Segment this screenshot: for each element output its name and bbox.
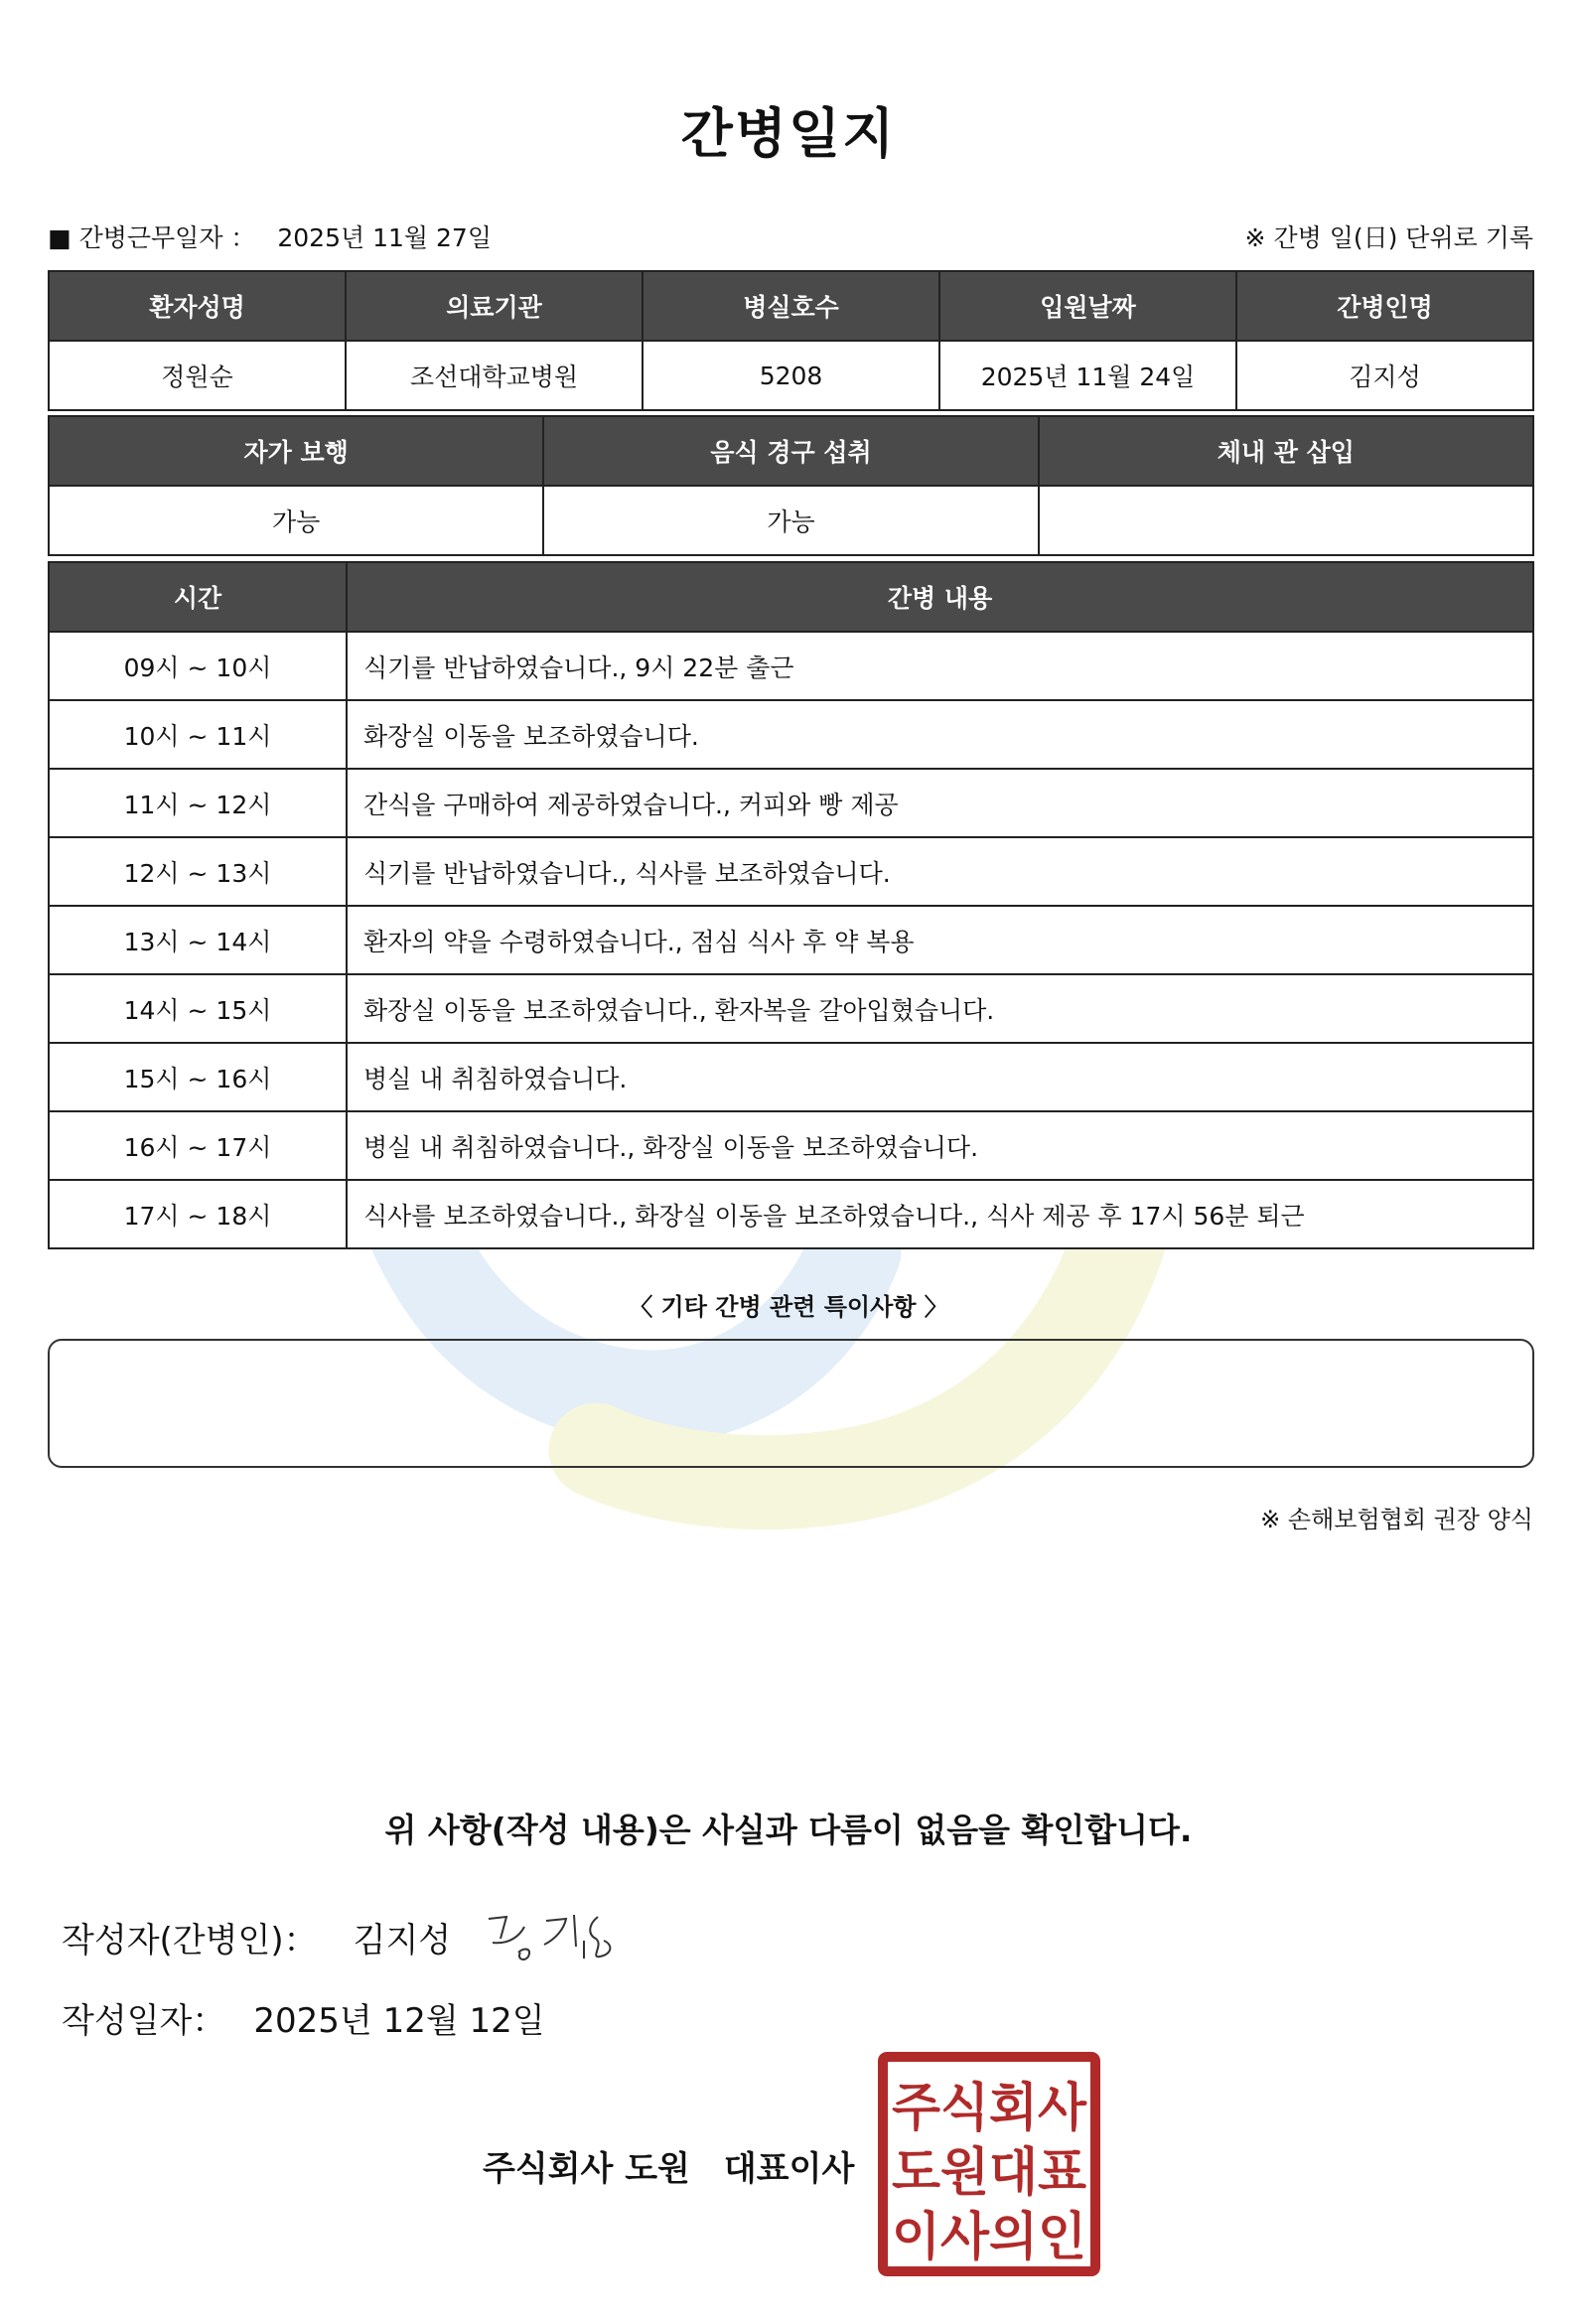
seal-line-2: 도원대표 bbox=[892, 2143, 1086, 2203]
table-row bbox=[49, 632, 1533, 700]
work-date-label: ■ 간병근무일자 ： bbox=[48, 223, 256, 252]
company-representative: 대표이사 bbox=[723, 2149, 855, 2189]
header-admission-date: 입원날짜 bbox=[939, 271, 1236, 341]
content-cell: 환자의 약을 수령하였습니다., 점심 식사 후 약 복용 bbox=[347, 906, 1533, 974]
author-name: 김지성 bbox=[353, 1921, 452, 1961]
care-content-table bbox=[48, 561, 1534, 1249]
remarks-title: 〈 기타 간병 관련 특이사항 〉 bbox=[629, 1293, 948, 1321]
company-name: 주식회사 도원 bbox=[483, 2149, 690, 2189]
author-line bbox=[62, 1913, 451, 1961]
table-row bbox=[49, 837, 1533, 906]
form-note: ※ 손해보험협회 권장 양식 bbox=[1260, 1506, 1533, 1533]
header-oral-intake: 음식 경구 섭취 bbox=[543, 416, 1038, 486]
table-row bbox=[49, 974, 1533, 1043]
header-room-number: 병실호수 bbox=[643, 271, 939, 341]
work-date-value: 2025년 11월 27일 bbox=[277, 223, 492, 252]
header-time: 시간 bbox=[49, 562, 347, 632]
header-care-content: 간병 내용 bbox=[347, 562, 1533, 632]
content-cell: 병실 내 취침하였습니다. bbox=[347, 1043, 1533, 1111]
seal-line-1: 주식회사 bbox=[892, 2079, 1087, 2138]
time-cell: 13시 ~ 14시 bbox=[49, 906, 347, 974]
table-row bbox=[49, 769, 1533, 837]
table-row bbox=[49, 700, 1533, 769]
header-caregiver-name: 간병인명 bbox=[1236, 271, 1533, 341]
handwritten-signature bbox=[481, 1905, 640, 1964]
document-title: 간병일지 bbox=[680, 102, 897, 165]
content-cell: 식사를 보조하였습니다., 화장실 이동을 보조하였습니다., 식사 제공 후 17시 56분 퇴근 bbox=[347, 1180, 1533, 1248]
value-hospital: 조선대학교병원 bbox=[346, 341, 643, 410]
company-seal bbox=[878, 2052, 1100, 2276]
seal-line-3: 이사의인 bbox=[892, 2208, 1086, 2267]
header-tube-insertion: 체내 관 삽입 bbox=[1039, 416, 1533, 486]
time-cell: 12시 ~ 13시 bbox=[49, 837, 347, 906]
content-cell: 병실 내 취침하였습니다., 화장실 이동을 보조하였습니다. bbox=[347, 1111, 1533, 1180]
patient-status-value-row bbox=[49, 486, 1533, 555]
value-tube-insertion bbox=[1039, 486, 1533, 555]
header-self-walking: 자가 보행 bbox=[49, 416, 543, 486]
patient-info-table bbox=[48, 270, 1534, 411]
table-row bbox=[49, 1043, 1533, 1111]
patient-info-header-row bbox=[49, 271, 1533, 341]
patient-status-header-row bbox=[49, 416, 1533, 486]
value-self-walking: 가능 bbox=[49, 486, 543, 555]
value-caregiver-name: 김지성 bbox=[1236, 341, 1533, 410]
value-admission-date: 2025년 11월 24일 bbox=[939, 341, 1236, 410]
time-cell: 15시 ~ 16시 bbox=[49, 1043, 347, 1111]
value-oral-intake: 가능 bbox=[543, 486, 1038, 555]
written-date-line bbox=[62, 1993, 545, 2042]
patient-status-table bbox=[48, 415, 1534, 556]
header-patient-name: 환자성명 bbox=[49, 271, 346, 341]
content-cell: 식기를 반납하였습니다., 식사를 보조하였습니다. bbox=[347, 837, 1533, 906]
table-row bbox=[49, 906, 1533, 974]
care-content-header-row bbox=[49, 562, 1533, 632]
time-cell: 16시 ~ 17시 bbox=[49, 1111, 347, 1180]
header-hospital: 의료기관 bbox=[346, 271, 643, 341]
written-date-value: 2025년 12월 12일 bbox=[253, 2001, 545, 2041]
table-row bbox=[49, 1111, 1533, 1180]
table-row bbox=[49, 1180, 1533, 1248]
time-cell: 11시 ~ 12시 bbox=[49, 769, 347, 837]
content-cell: 화장실 이동을 보조하였습니다. bbox=[347, 700, 1533, 769]
content-cell: 간식을 구매하여 제공하였습니다., 커피와 빵 제공 bbox=[347, 769, 1533, 837]
patient-info-value-row bbox=[49, 341, 1533, 410]
content-cell: 식기를 반납하였습니다., 9시 22분 출근 bbox=[347, 632, 1533, 700]
remarks-box bbox=[48, 1339, 1534, 1468]
content-cell: 화장실 이동을 보조하였습니다., 환자복을 갈아입혔습니다. bbox=[347, 974, 1533, 1043]
time-cell: 10시 ~ 11시 bbox=[49, 700, 347, 769]
value-patient-name: 정원순 bbox=[49, 341, 346, 410]
time-cell: 17시 ~ 18시 bbox=[49, 1180, 347, 1248]
confirmation-statement: 위 사항(작성 내용)은 사실과 다름이 없음을 확인합니다. bbox=[384, 1811, 1193, 1849]
company-line bbox=[483, 2141, 854, 2190]
time-cell: 14시 ~ 15시 bbox=[49, 974, 347, 1043]
work-date-line bbox=[48, 218, 492, 254]
time-cell: 09시 ~ 10시 bbox=[49, 632, 347, 700]
value-room-number: 5208 bbox=[643, 341, 939, 410]
record-note: ※ 간병 일(日) 단위로 기록 bbox=[1244, 223, 1533, 252]
written-date-label: 작성일자： bbox=[62, 2001, 226, 2041]
author-label: 작성자(간병인)： bbox=[62, 1921, 318, 1961]
